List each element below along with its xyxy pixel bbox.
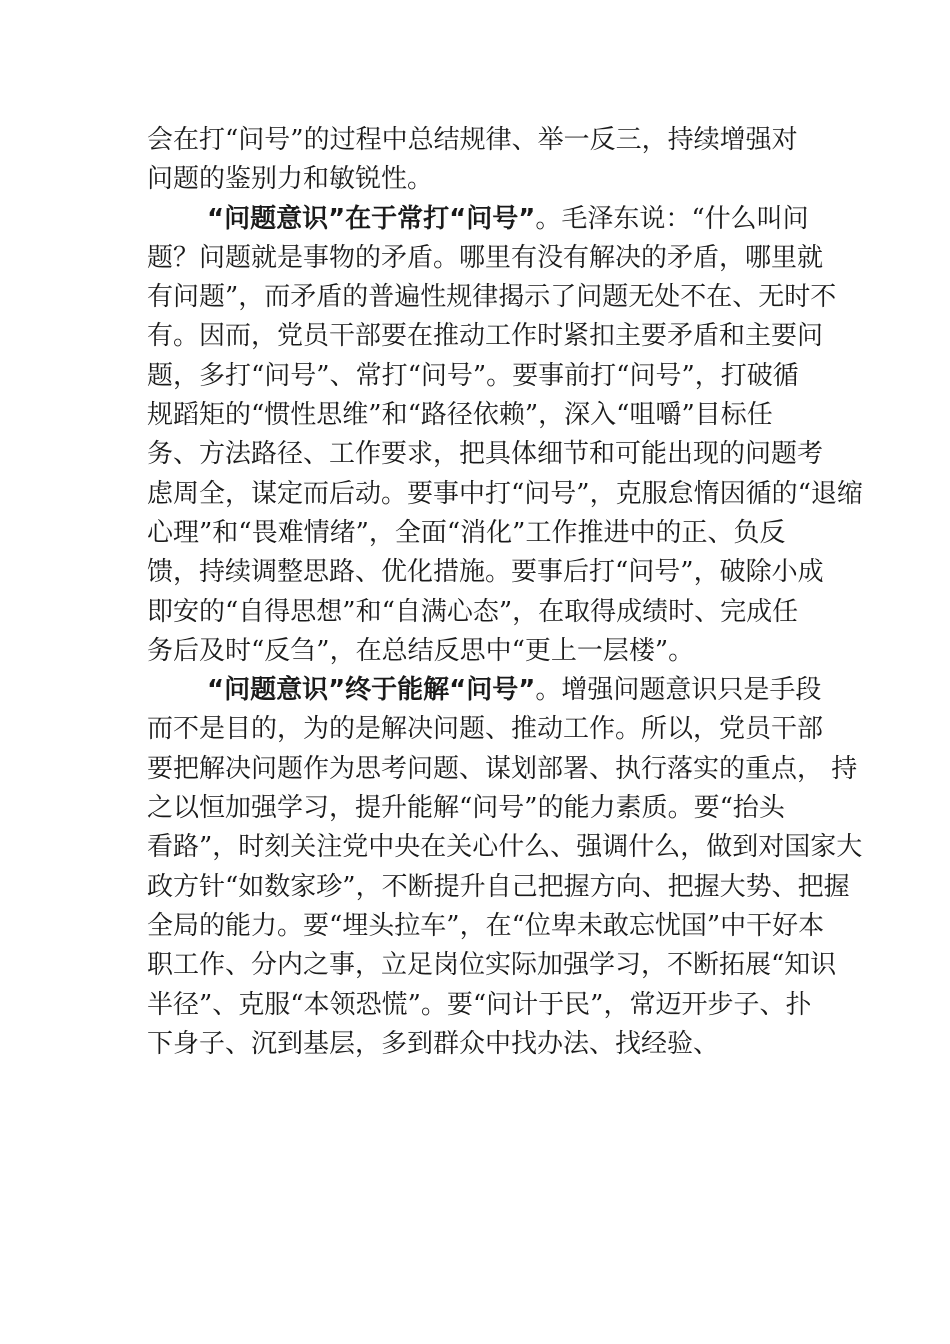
text-line: 题，多打“问号”、常打“问号”。要事前打“问号”，打破循: [147, 360, 799, 391]
paragraph-heading: “问题意识”在于常打“问号”: [207, 203, 536, 234]
text-line: 问题的鉴别力和敏锐性。: [147, 164, 434, 195]
text-line: 心理”和“畏难情绪”，全面“消化”工作推进中的正、负反: [147, 517, 786, 548]
text-line: 全局的能力。要“埋头拉车”，在“位卑未敢忘忧国”中干好本: [147, 910, 825, 941]
text-line: 会在打“问号”的过程中总结规律、举一反三，持续增强对: [147, 125, 798, 155]
text-run: 。增强问题意识只是手段: [535, 675, 822, 706]
text-line: 规蹈矩的“惯性思维”和“路径依赖”，深入“咀嚼”目标任: [147, 400, 773, 431]
text-line: 务后及时“反刍”，在总结反思中“更上一层楼”。: [147, 635, 695, 666]
paragraph-2: [147, 200, 863, 672]
text-line: 半径”、克服“本领恐慌”。要“问计于民”，常迈开步子、扑: [147, 989, 812, 1020]
text-line: 要把解决问题作为思考问题、谋划部署、执行落实的重点， 持: [147, 753, 858, 784]
text-run: 。毛泽东说：“什么叫问: [535, 203, 809, 234]
text-line: 虑周全，谋定而后动。要事中打“问号”，克服怠惰因循的“退缩: [147, 478, 863, 509]
text-line: 有。因而，党员干部要在推动工作时紧扣主要矛盾和主要问: [147, 321, 824, 352]
paragraph-1: [147, 121, 847, 200]
text-line: 而不是目的，为的是解决问题、推动工作。所以，党员干部: [147, 714, 824, 745]
text-line: 下身子、沉到基层，多到群众中找办法、找经验、: [147, 1028, 720, 1059]
text-line: 职工作、分内之事，立足岗位实际加强学习，不断拓展“知识: [147, 950, 837, 981]
paragraph-first-line: [147, 200, 847, 239]
paragraph-3: [147, 671, 863, 1064]
text-line: 即安的“自得思想”和“自满心态”，在取得成绩时、完成任: [147, 596, 799, 627]
text-line: 政方针“如数家珍”，不断提升自己把握方向、把握大势、把握: [147, 871, 850, 902]
body-text: [147, 121, 863, 1064]
text-line: 务、方法路径、工作要求，把具体细节和可能出现的问题考: [147, 439, 824, 470]
text-line: 之以恒加强学习，提升能解“问号”的能力素质。要“抬头: [147, 793, 785, 824]
text-line: 看路”，时刻关注党中央在关心什么、强调什么，做到对国家大: [147, 832, 863, 863]
text-line: 题？问题就是事物的矛盾。哪里有没有解决的矛盾，哪里就: [147, 242, 824, 273]
text-line: 馈，持续调整思路、优化措施。要事后打“问号”，破除小成: [147, 557, 824, 588]
paragraph-first-line: [147, 671, 847, 710]
paragraph-heading: “问题意识”终于能解“问号”: [207, 675, 536, 706]
text-line: 有问题”，而矛盾的普遍性规律揭示了问题无处不在、无时不: [147, 282, 837, 313]
